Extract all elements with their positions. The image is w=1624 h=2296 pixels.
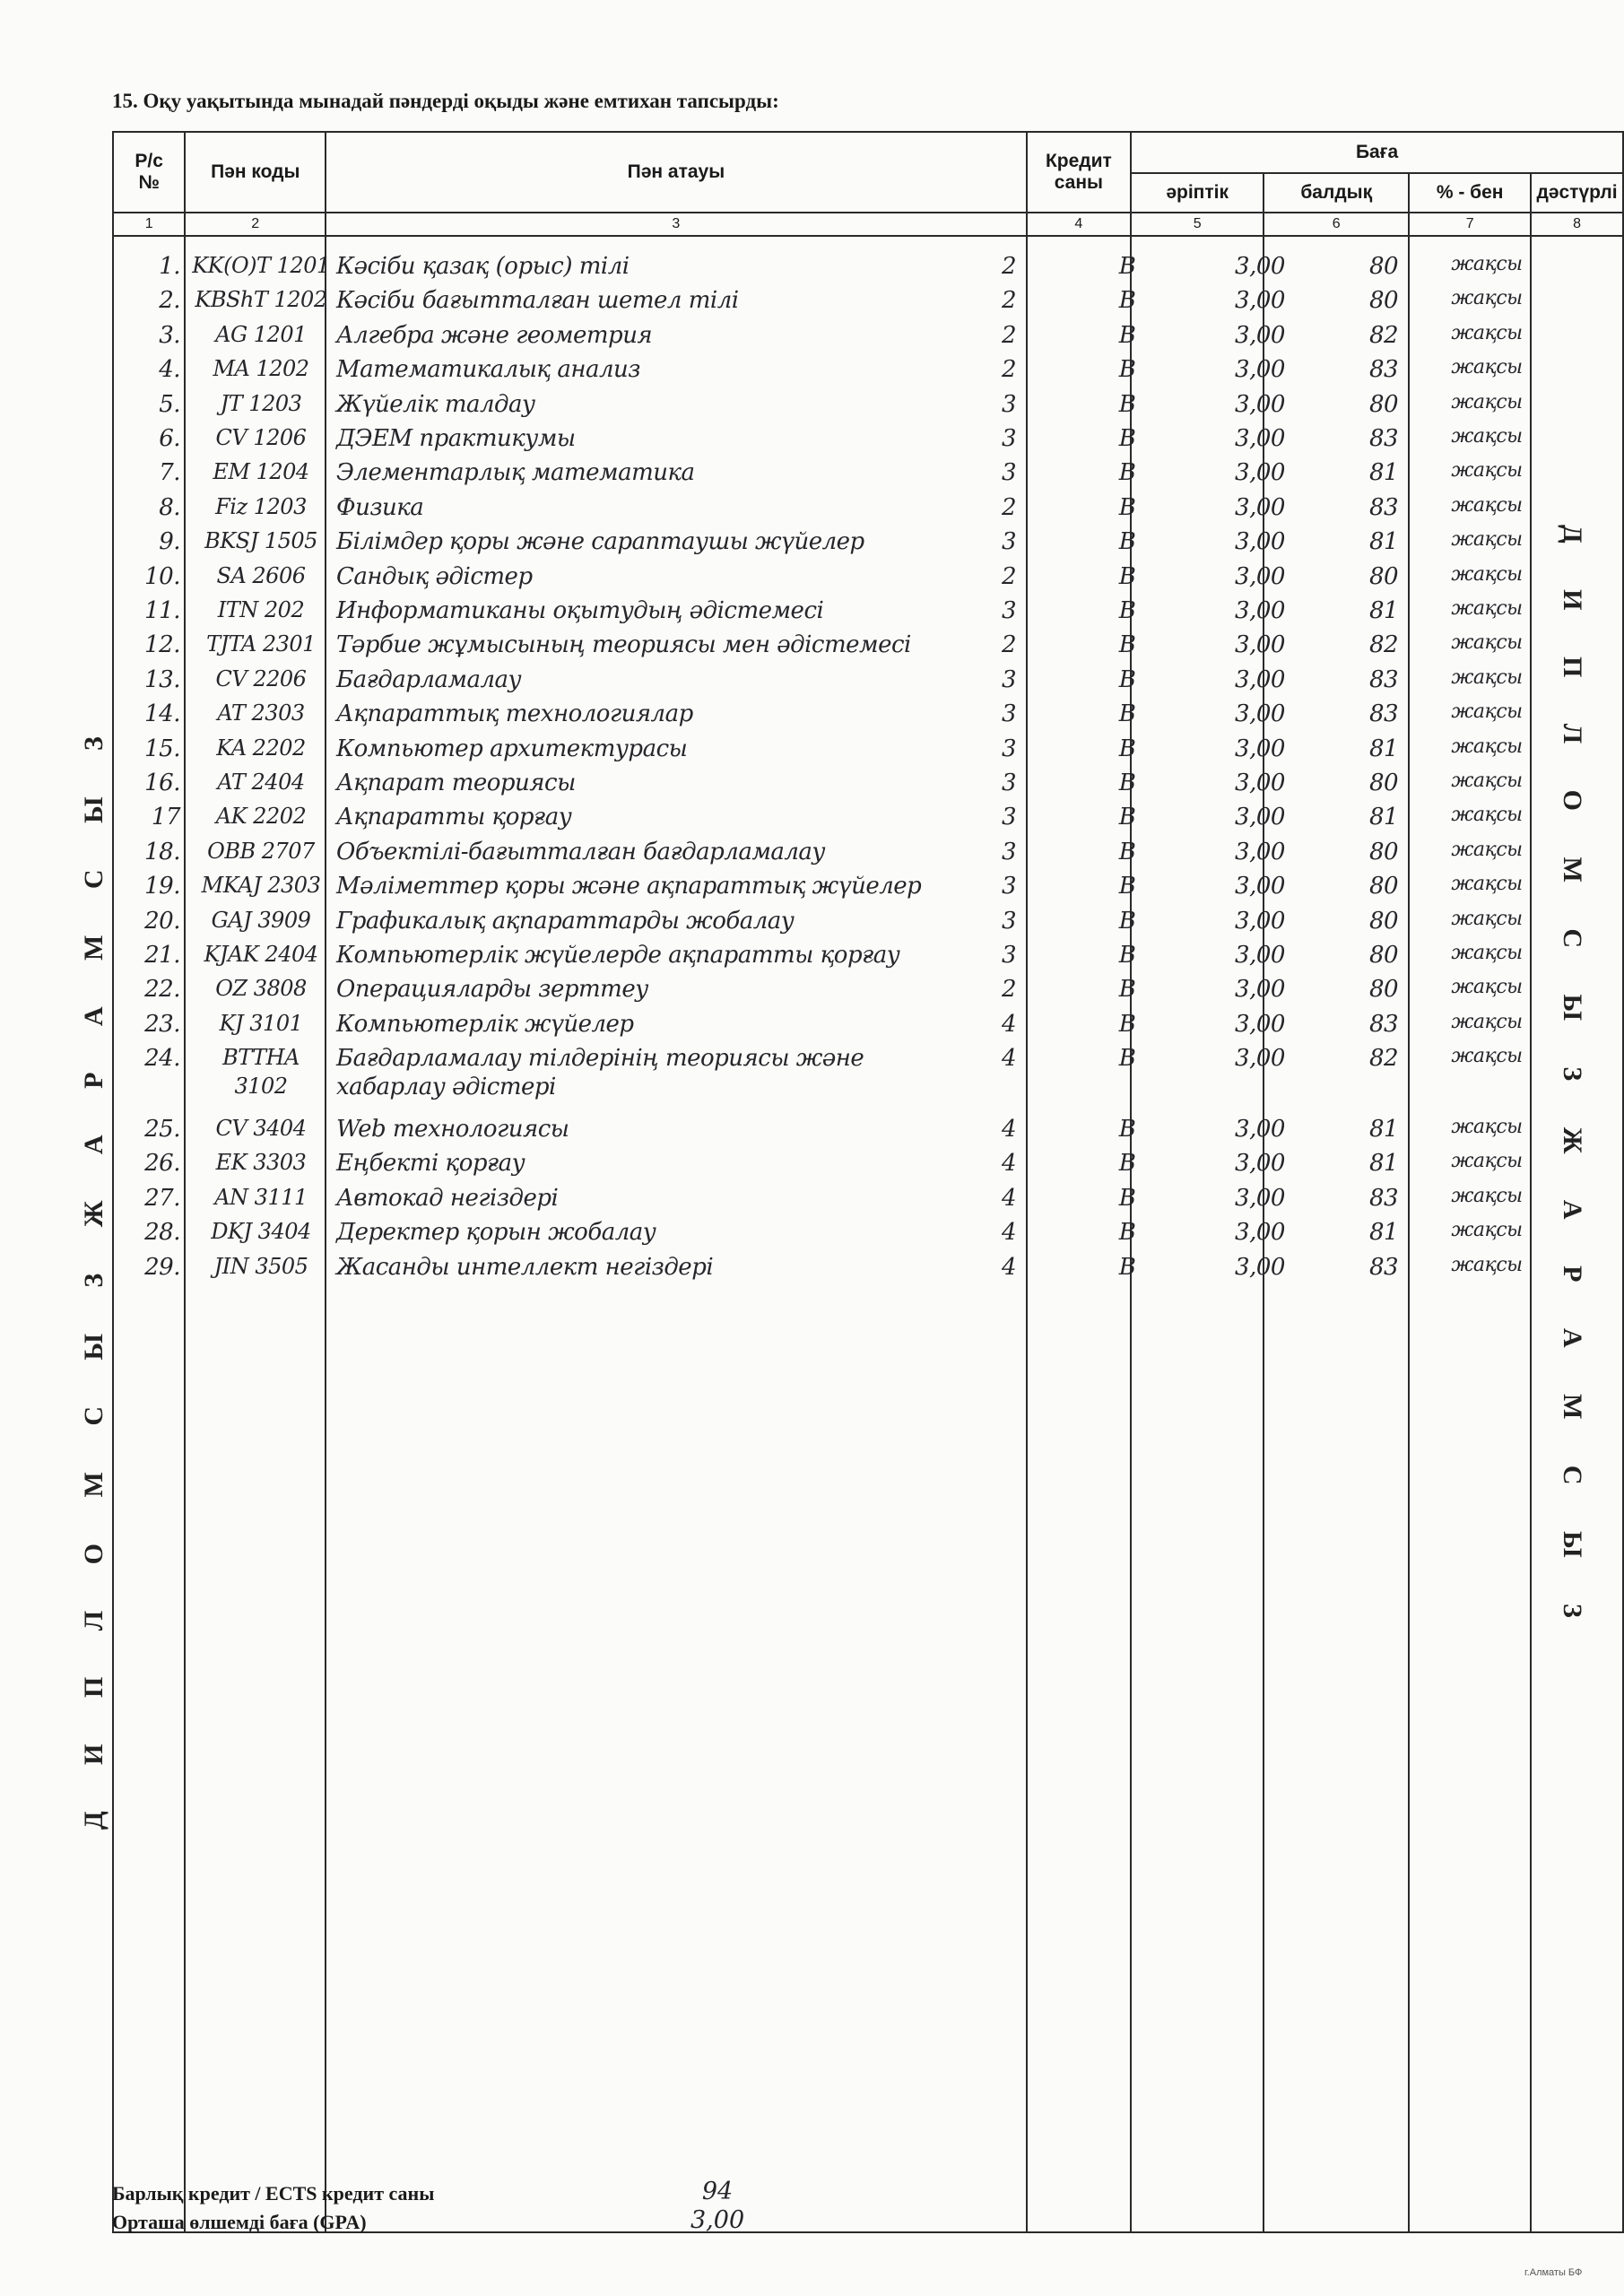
grade-points: 3,00	[1235, 322, 1285, 349]
course-name: Ақпараттық технологиялар	[336, 700, 693, 727]
grade-traditional: жақсы	[1451, 391, 1523, 413]
grade-percent: 80	[1368, 976, 1399, 1003]
course-code: BTTHA	[222, 1045, 300, 1070]
course-name: Кәсіби бағытталған шетел тілі	[336, 287, 739, 314]
course-code: KBShT 1202	[195, 287, 327, 312]
grade-traditional: жақсы	[1451, 804, 1523, 826]
course-credit: 4	[1001, 1150, 1017, 1177]
course-rows	[112, 0, 1547, 1345]
grade-letter: B	[1118, 1219, 1136, 1246]
grade-points: 3,00	[1235, 1150, 1285, 1177]
course-code: EM 1204	[213, 459, 309, 484]
course-credit: 3	[1001, 391, 1017, 418]
grade-letter: B	[1118, 563, 1136, 590]
grade-percent: 80	[1368, 287, 1399, 314]
row-number: 26.	[144, 1150, 180, 1177]
grade-traditional: жақсы	[1451, 1254, 1523, 1276]
course-credit: 3	[1001, 597, 1017, 624]
grade-points: 3,00	[1235, 597, 1285, 624]
grade-traditional: жақсы	[1451, 631, 1523, 654]
course-credit: 4	[1001, 1185, 1017, 1212]
grade-letter: B	[1118, 1011, 1136, 1038]
course-credit: 3	[1001, 735, 1017, 762]
course-code: AT 2404	[217, 770, 305, 795]
course-credit: 3	[1001, 459, 1017, 486]
header-percent: % - бен	[1409, 173, 1531, 213]
course-name: Білімдер қоры және сараптаушы жүйелер	[336, 528, 864, 555]
total-credits-label: Барлық кредит / ECTS кредит саны	[112, 2182, 435, 2205]
grade-percent: 81	[1368, 1116, 1399, 1143]
course-code: DKJ 3404	[211, 1219, 311, 1244]
course-name: Мәліметтер қоры және ақпараттық жүйелер	[336, 873, 922, 900]
grade-percent: 81	[1368, 1150, 1399, 1177]
course-credit: 3	[1001, 666, 1017, 693]
course-name: Компьютер архитектурасы	[336, 735, 688, 762]
grade-points: 3,00	[1235, 873, 1285, 900]
row-number: 25.	[144, 1116, 180, 1143]
grade-percent: 83	[1368, 700, 1399, 727]
course-credit: 3	[1001, 528, 1017, 555]
grade-percent: 82	[1368, 1045, 1399, 1072]
grade-points: 3,00	[1235, 425, 1285, 452]
col-number: 5	[1131, 213, 1264, 236]
row-number: 7.	[159, 459, 180, 486]
totals-values	[690, 2178, 744, 2235]
grade-traditional: жақсы	[1451, 976, 1523, 998]
course-credit: 3	[1001, 425, 1017, 452]
grade-traditional: жақсы	[1451, 1185, 1523, 1207]
grade-traditional: жақсы	[1451, 494, 1523, 517]
course-code: AN 3111	[214, 1185, 308, 1210]
grade-traditional: жақсы	[1451, 700, 1523, 723]
course-code: EK 3303	[215, 1150, 307, 1175]
grade-percent: 80	[1368, 839, 1399, 865]
course-credit: 3	[1001, 873, 1017, 900]
grade-traditional: жақсы	[1451, 322, 1523, 344]
grade-letter: B	[1118, 942, 1136, 969]
grade-percent: 80	[1368, 908, 1399, 935]
grade-letter: B	[1118, 908, 1136, 935]
course-name: ДЭЕМ практикумы	[336, 425, 576, 452]
row-number: 22.	[144, 976, 180, 1003]
course-name: Жүйелік талдау	[336, 391, 535, 418]
course-code: CV 1206	[215, 425, 307, 450]
grade-percent: 81	[1368, 597, 1399, 624]
row-number: 6.	[159, 425, 180, 452]
course-name: Графикалық ақпараттарды жобалау	[336, 908, 795, 935]
course-credit: 2	[1001, 631, 1017, 658]
course-code: KJ 3101	[219, 1011, 303, 1036]
course-credit: 2	[1001, 356, 1017, 383]
grade-traditional: жақсы	[1451, 770, 1523, 792]
row-number: 2.	[159, 287, 180, 314]
grade-percent: 81	[1368, 804, 1399, 831]
grade-traditional: жақсы	[1451, 1150, 1523, 1172]
grade-letter: B	[1118, 1045, 1136, 1072]
grade-traditional: жақсы	[1451, 287, 1523, 309]
grade-points: 3,00	[1235, 666, 1285, 693]
header-letter: әріптік	[1131, 173, 1264, 213]
row-number: 19.	[144, 873, 180, 900]
grade-letter: B	[1118, 1150, 1136, 1177]
grade-traditional: жақсы	[1451, 666, 1523, 689]
course-name: Элементарлық математика	[336, 459, 695, 486]
header-traditional: дәстүрлі	[1531, 173, 1623, 213]
header-code: Пән коды	[185, 132, 326, 213]
grade-traditional: жақсы	[1451, 253, 1523, 275]
course-name: Автокад негіздері	[336, 1185, 559, 1212]
course-code: GAJ 3909	[211, 908, 311, 933]
row-number: 15.	[144, 735, 180, 762]
grade-percent: 83	[1368, 494, 1399, 521]
grade-percent: 81	[1368, 528, 1399, 555]
grade-points: 3,00	[1235, 804, 1285, 831]
grade-letter: B	[1118, 528, 1136, 555]
grade-percent: 80	[1368, 391, 1399, 418]
grade-points: 3,00	[1235, 735, 1285, 762]
course-name: Бағдарламалау	[336, 666, 522, 693]
grade-letter: B	[1118, 597, 1136, 624]
course-credit: 2	[1001, 322, 1017, 349]
course-name: Кәсіби қазақ (орыс) тілі	[336, 253, 630, 280]
course-code: CV 2206	[215, 666, 307, 691]
grade-traditional: жақсы	[1451, 1011, 1523, 1033]
grade-traditional: жақсы	[1451, 735, 1523, 758]
side-text-right: Д И П Л О М С Ы З Ж А Р А М С Ы З	[1558, 525, 1587, 1638]
corner-mark: г.Алматы БФ	[1524, 2267, 1583, 2278]
grade-letter: B	[1118, 494, 1136, 521]
row-number: 27.	[144, 1185, 180, 1212]
course-code: KK(O)T 1201	[192, 253, 330, 278]
grade-traditional: жақсы	[1451, 563, 1523, 586]
grade-points: 3,00	[1235, 528, 1285, 555]
grade-letter: B	[1118, 839, 1136, 865]
grade-percent: 83	[1368, 1254, 1399, 1281]
col-number: 2	[185, 213, 326, 236]
grade-points: 3,00	[1235, 908, 1285, 935]
grade-traditional: жақсы	[1451, 942, 1523, 964]
course-name: Компьютерлік жүйелерде ақпаратты қорғау	[336, 942, 900, 969]
grade-points: 3,00	[1235, 700, 1285, 727]
row-number: 11.	[144, 597, 180, 624]
grade-points: 3,00	[1235, 1185, 1285, 1212]
course-code: MKAJ 2303	[201, 873, 321, 898]
side-text-left: Д И П Л О М С Ы З Ж А Р А М С Ы З	[79, 717, 109, 1830]
row-number: 8.	[159, 494, 180, 521]
grade-letter: B	[1118, 873, 1136, 900]
grade-points: 3,00	[1235, 1045, 1285, 1072]
col-number: 6	[1264, 213, 1409, 236]
header-credit: Кредит саны	[1027, 132, 1132, 213]
grade-percent: 83	[1368, 1011, 1399, 1038]
course-name: Информатиканы оқытудың әдістемесі	[336, 597, 824, 624]
course-code: JIN 3505	[213, 1254, 308, 1279]
course-code: Fiz 1203	[215, 494, 307, 519]
col-number: 4	[1027, 213, 1132, 236]
row-number: 21.	[144, 942, 180, 969]
grade-points: 3,00	[1235, 839, 1285, 865]
course-code: AT 2303	[217, 700, 305, 726]
grade-traditional: жақсы	[1451, 1045, 1523, 1067]
grade-points: 3,00	[1235, 356, 1285, 383]
course-name: Бағдарламалау тілдерінің теориясы және	[336, 1045, 864, 1072]
course-code: TJTA 2301	[206, 631, 316, 657]
course-name: Алгебра және геометрия	[336, 322, 653, 349]
grade-points: 3,00	[1235, 976, 1285, 1003]
grade-points: 3,00	[1235, 1219, 1285, 1246]
grade-points: 3,00	[1235, 1116, 1285, 1143]
course-credit: 3	[1001, 908, 1017, 935]
course-code: OBB 2707	[207, 839, 315, 864]
grade-percent: 81	[1368, 1219, 1399, 1246]
course-code: KJAK 2404	[204, 942, 318, 967]
header-num: Р/с №	[113, 132, 185, 213]
grade-traditional: жақсы	[1451, 425, 1523, 448]
course-name: Ақпарат теориясы	[336, 770, 576, 796]
gpa-label: Орташа өлшемді баға (GPA)	[112, 2211, 367, 2233]
grade-traditional: жақсы	[1451, 839, 1523, 861]
grade-percent: 81	[1368, 459, 1399, 486]
course-code: OZ 3808	[215, 976, 307, 1001]
grade-letter: B	[1118, 356, 1136, 383]
grade-letter: B	[1118, 425, 1136, 452]
course-code: JT 1203	[220, 391, 302, 416]
grade-traditional: жақсы	[1451, 528, 1523, 551]
grade-traditional: жақсы	[1451, 1116, 1523, 1138]
grade-letter: B	[1118, 700, 1136, 727]
grade-letter: B	[1118, 391, 1136, 418]
course-name: Ақпаратты қорғау	[336, 804, 572, 831]
grade-percent: 82	[1368, 322, 1399, 349]
course-credit: 2	[1001, 494, 1017, 521]
grade-points: 3,00	[1235, 391, 1285, 418]
grade-traditional: жақсы	[1451, 908, 1523, 930]
course-credit: 4	[1001, 1219, 1017, 1246]
col-number: 7	[1409, 213, 1531, 236]
grade-percent: 80	[1368, 770, 1399, 796]
row-number: 20.	[144, 908, 180, 935]
course-name: Жасанды интеллект негіздері	[336, 1254, 714, 1281]
course-name: Деректер қорын жобалау	[336, 1219, 656, 1246]
course-credit: 2	[1001, 563, 1017, 590]
grade-traditional: жақсы	[1451, 459, 1523, 482]
course-code-line2: 3102	[234, 1074, 288, 1099]
course-name-line2: хабарлау әдістері	[336, 1074, 556, 1100]
grade-letter: B	[1118, 1185, 1136, 1212]
grade-letter: B	[1118, 976, 1136, 1003]
course-code: SA 2606	[216, 563, 306, 588]
row-number: 28.	[144, 1219, 180, 1246]
total-credits-value: 94	[701, 2178, 734, 2205]
grade-letter: B	[1118, 770, 1136, 796]
row-number: 13.	[144, 666, 180, 693]
grade-points: 3,00	[1235, 631, 1285, 658]
row-number: 23.	[144, 1011, 180, 1038]
grade-points: 3,00	[1235, 1011, 1285, 1038]
grade-percent: 80	[1368, 253, 1399, 280]
course-name: Сандық әдістер	[336, 563, 533, 590]
course-credit: 2	[1001, 287, 1017, 314]
course-name: Тәрбие жұмысының теориясы мен әдістемесі	[336, 631, 911, 658]
course-name: Физика	[336, 494, 424, 521]
row-number: 5.	[159, 391, 180, 418]
row-number: 3.	[159, 322, 180, 349]
course-code: CV 3404	[215, 1116, 307, 1141]
grade-percent: 83	[1368, 666, 1399, 693]
col-number: 3	[326, 213, 1026, 236]
grade-letter: B	[1118, 253, 1136, 280]
col-number: 1	[113, 213, 185, 236]
course-credit: 3	[1001, 700, 1017, 727]
course-name: Операцияларды зерттеу	[336, 976, 648, 1003]
course-name: Еңбекті қорғау	[336, 1150, 525, 1177]
grade-points: 3,00	[1235, 942, 1285, 969]
grade-points: 3,00	[1235, 494, 1285, 521]
course-code: ITN 202	[217, 597, 305, 622]
row-number: 24.	[144, 1045, 180, 1072]
row-number: 29.	[144, 1254, 180, 1281]
grade-percent: 80	[1368, 942, 1399, 969]
grade-percent: 83	[1368, 1185, 1399, 1212]
grade-percent: 81	[1368, 735, 1399, 762]
course-credit: 2	[1001, 253, 1017, 280]
course-code: KA 2202	[216, 735, 306, 761]
row-number: 1.	[159, 253, 180, 280]
row-number: 17	[151, 804, 180, 831]
grade-letter: B	[1118, 804, 1136, 831]
grade-points: 3,00	[1235, 253, 1285, 280]
row-number: 14.	[144, 700, 180, 727]
row-number: 18.	[144, 839, 180, 865]
grade-letter: B	[1118, 1254, 1136, 1281]
grade-letter: B	[1118, 735, 1136, 762]
row-number: 9.	[159, 528, 180, 555]
grade-percent: 83	[1368, 356, 1399, 383]
course-credit: 3	[1001, 804, 1017, 831]
grade-letter: B	[1118, 287, 1136, 314]
header-points: балдық	[1264, 173, 1409, 213]
course-credit: 4	[1001, 1045, 1017, 1072]
grade-percent: 83	[1368, 425, 1399, 452]
course-code: AK 2202	[215, 804, 307, 829]
course-name: Web технологиясы	[336, 1116, 569, 1143]
course-code: MA 1202	[213, 356, 309, 381]
course-credit: 3	[1001, 942, 1017, 969]
grade-percent: 80	[1368, 563, 1399, 590]
section-heading: 15. Оқу уақытында мынадай пәндерді оқыды және емтихан тапсырды:	[112, 90, 779, 112]
gpa-value: 3,00	[690, 2206, 745, 2234]
grade-points: 3,00	[1235, 563, 1285, 590]
row-number: 12.	[144, 631, 180, 658]
grade-percent: 82	[1368, 631, 1399, 658]
col-number: 8	[1531, 213, 1623, 236]
grade-points: 3,00	[1235, 770, 1285, 796]
totals-labels	[112, 2179, 434, 2237]
grade-points: 3,00	[1235, 1254, 1285, 1281]
grade-letter: B	[1118, 666, 1136, 693]
course-code: AG 1201	[215, 322, 307, 347]
course-credit: 3	[1001, 839, 1017, 865]
grade-points: 3,00	[1235, 287, 1285, 314]
course-name: Компьютерлік жүйелер	[336, 1011, 634, 1038]
grade-letter: B	[1118, 459, 1136, 486]
row-number: 16.	[144, 770, 180, 796]
course-credit: 4	[1001, 1011, 1017, 1038]
course-code: BKSJ 1505	[204, 528, 317, 553]
grade-traditional: жақсы	[1451, 873, 1523, 895]
grade-percent: 80	[1368, 873, 1399, 900]
course-credit: 4	[1001, 1116, 1017, 1143]
grade-traditional: жақсы	[1451, 597, 1523, 620]
header-grade: Баға	[1131, 132, 1623, 173]
course-name: Объектілі-бағытталған бағдарламалау	[336, 839, 826, 865]
course-name: Математикалық анализ	[336, 356, 640, 383]
course-credit: 4	[1001, 1254, 1017, 1281]
header-name: Пән атауы	[326, 132, 1026, 213]
grade-traditional: жақсы	[1451, 1219, 1523, 1241]
grade-traditional: жақсы	[1451, 356, 1523, 378]
grade-letter: B	[1118, 322, 1136, 349]
course-credit: 3	[1001, 770, 1017, 796]
grade-letter: B	[1118, 1116, 1136, 1143]
grade-letter: B	[1118, 631, 1136, 658]
course-credit: 2	[1001, 976, 1017, 1003]
grade-points: 3,00	[1235, 459, 1285, 486]
row-number: 10.	[144, 563, 180, 590]
row-number: 4.	[159, 356, 180, 383]
